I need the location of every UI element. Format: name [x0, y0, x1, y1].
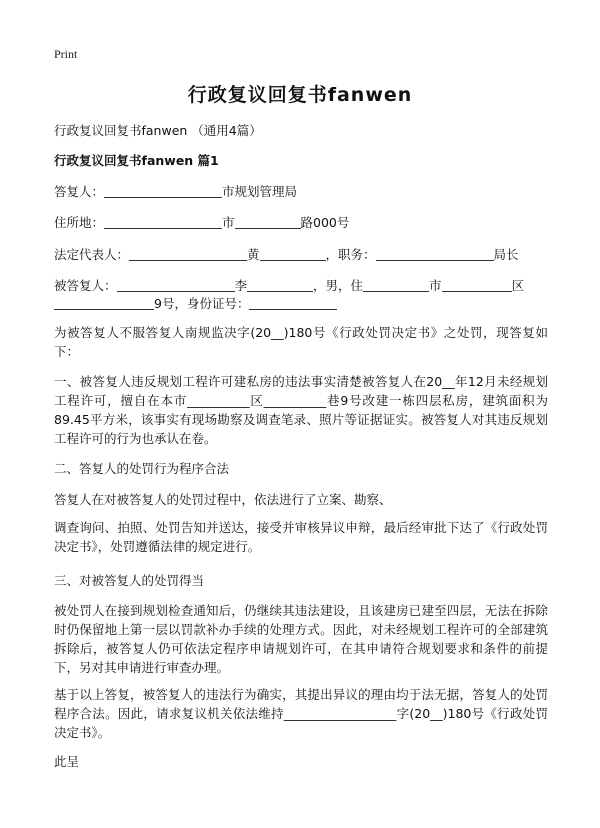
blank-field: [442, 278, 512, 292]
document-subtitle: 行政复议回复书fanwen （通用4篇）: [54, 123, 262, 138]
blank-field: [260, 247, 326, 261]
blank-field: [54, 296, 154, 310]
address-line: [54, 213, 349, 231]
address-road: 路000号: [300, 215, 350, 230]
legal-rep-line: [54, 245, 519, 263]
intro-paragraph: 为被答复人不服答复人南规监决字(20__)180号《行政处罚决定书》之处罚，现答复如下：: [54, 325, 548, 359]
respondent-value: 市规划管理局: [222, 184, 298, 199]
paragraph-2a: 答复人在对被答复人的处罚过程中，依法进行了立案、勘察、: [54, 492, 392, 507]
heading-2: 二、答复人的处罚行为程序合法: [54, 461, 230, 476]
paragraph-4: 基于以上答复，被答复人的违法行为确实，其提出异议的理由均于法无据，答复人的处罚程序合法。因此，请求复议机关依法维持__________________字(20__)180号《行政处罚决定书》。: [54, 687, 548, 740]
heading-3: 三、对被答复人的处罚得当: [54, 573, 205, 588]
blank-field: [235, 215, 301, 229]
print-label[interactable]: Print: [54, 47, 78, 61]
appellee-district: 区: [511, 278, 525, 293]
blank-field: [129, 247, 247, 261]
closing-text: 此呈: [54, 754, 80, 769]
appellee-line-2: [54, 294, 337, 312]
respondent-line: [54, 182, 297, 200]
blank-field: [104, 215, 222, 229]
blank-field: [249, 296, 337, 310]
legal-rep-label: 法定代表人：: [54, 247, 130, 262]
paragraph-2b: 调查询问、拍照、处罚告知并送达，接受并审核异议申辩，最后经审批下达了《行政处罚决定书》，处罚遵循法律的规定进行。: [54, 520, 548, 554]
appellee-gender: ，男，住: [313, 278, 364, 293]
legal-rep-position-label: ，职务：: [325, 247, 376, 262]
appellee-surname: 李: [234, 278, 248, 293]
appellee-line: [54, 276, 524, 294]
respondent-label: 答复人：: [54, 184, 105, 199]
blank-field: [363, 278, 429, 292]
address-label: 住所地：: [54, 215, 105, 230]
blank-field: [117, 278, 235, 292]
section-heading: 行政复议回复书fanwen 篇1: [54, 153, 219, 168]
blank-field: [104, 184, 222, 198]
appellee-label: 被答复人：: [54, 278, 117, 293]
address-city: 市: [222, 215, 235, 230]
paragraph-1: 一、被答复人违反规划工程许可建私房的违法事实清楚被答复人在20__年12月未经规划工程许可，擅自在本市__________区__________巷9号改建一栋四层私房，建筑面积为89.45平方米，该事实有现场勘察及调查笔录、照片等证据证实。被答复人对其违反规划工程许可的行为也承认在卷。: [54, 374, 548, 446]
blank-field: [376, 247, 494, 261]
document-title: 行政复议回复书fanwen: [187, 84, 413, 106]
appellee-city: 市: [429, 278, 442, 293]
appellee-number: 9号，身份证号：: [154, 296, 250, 311]
legal-rep-position: 局长: [493, 247, 519, 262]
blank-field: [247, 278, 313, 292]
legal-rep-surname: 黄: [247, 247, 260, 262]
paragraph-3: 被处罚人在接到规划检查通知后，仍继续其违法建设，且该建房已建至四层，无法在拆除时仍保留地上第一层以罚款补办手续的处理方式。因此，对未经规划工程许可的全部建筑拆除后，被答复人仍可依法定程序申请规划许可，在其申请符合规划要求和条件的前提下，另对其申请进行审查办理。: [54, 603, 548, 675]
